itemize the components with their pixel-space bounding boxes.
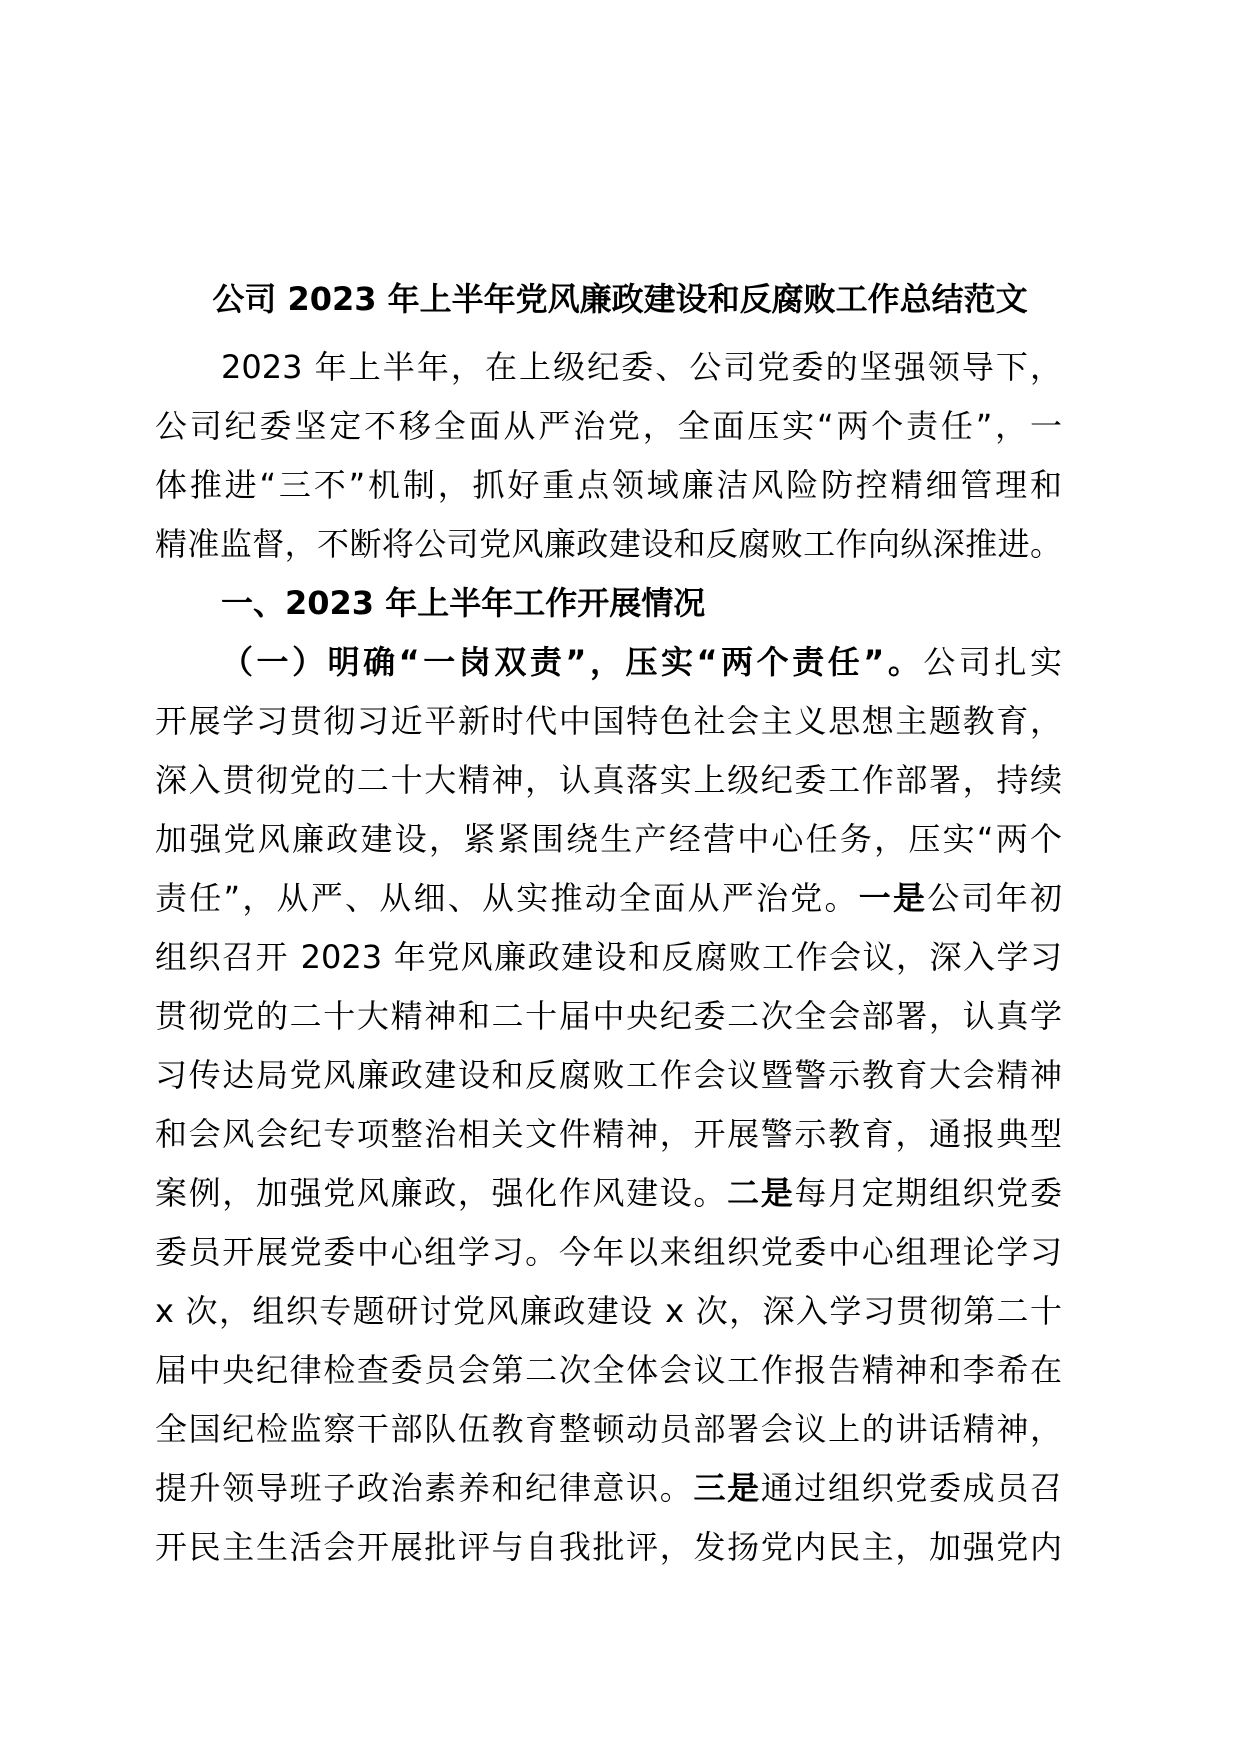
- text-segment: 贯彻党的二十大精神和二十届中央纪委二次全会部署，认真学: [155, 997, 1062, 1035]
- text-segment: 每月定期组织党委: [794, 1174, 1062, 1212]
- text-segment: 全国纪检监察干部队伍教育整顿动员部署会议上的讲话精神，: [155, 1410, 1062, 1448]
- text-line: [155, 1164, 1062, 1223]
- document-body: [155, 338, 1062, 1577]
- text-segment: 开展学习贯彻习近平新时代中国特色社会主义思想主题教育，: [155, 702, 1062, 740]
- text-segment: x 次，组织专题研讨党风廉政建设 x 次，深入学习贯彻第二十: [155, 1292, 1062, 1330]
- text-segment: 组织召开 2023 年党风廉政建设和反腐败工作会议，深入学习: [155, 938, 1062, 976]
- text-line: [155, 1341, 1062, 1400]
- text-segment: 委员开展党委中心组学习。今年以来组织党委中心组理论学习: [155, 1233, 1062, 1271]
- text-line: [155, 692, 1062, 751]
- text-line: [155, 751, 1062, 810]
- bold-text: （一）明确“一岗双责”，压实“两个责任”。: [221, 643, 924, 681]
- bold-text: 二是: [727, 1174, 795, 1212]
- text-line: [155, 456, 1062, 515]
- text-line: [155, 1518, 1062, 1577]
- text-line: [155, 1459, 1062, 1518]
- text-segment: 公司扎实: [923, 643, 1062, 681]
- bold-text: 一、2023 年上半年工作开展情况: [221, 584, 706, 622]
- text-line: [155, 810, 1062, 869]
- bold-text: 一是: [858, 879, 928, 917]
- text-segment: 案例，加强党风廉政，强化作风建设。: [155, 1174, 728, 1212]
- text-segment: 届中央纪律检查委员会第二次全体会议工作报告精神和李希在: [155, 1351, 1062, 1389]
- text-line: [155, 869, 1062, 928]
- text-segment: 精准监督，不断将公司党风廉政建设和反腐败工作向纵深推进。: [155, 525, 1062, 563]
- text-line: [155, 1046, 1062, 1105]
- text-line: [155, 987, 1062, 1046]
- text-segment: 开民主生活会开展批评与自我批评，发扬党内民主，加强党内: [155, 1528, 1062, 1566]
- text-segment: 加强党风廉政建设，紧紧围绕生产经营中心任务，压实“两个: [155, 820, 1062, 858]
- text-segment: 和会风会纪专项整治相关文件精神，开展警示教育，通报典型: [155, 1115, 1062, 1153]
- text-segment: 体推进“三不”机制，抓好重点领域廉洁风险防控精细管理和: [155, 466, 1062, 504]
- text-line: [155, 397, 1062, 456]
- bold-text: 三是: [693, 1469, 761, 1507]
- text-segment: 提升领导班子政治素养和纪律意识。: [155, 1469, 694, 1507]
- section-heading: [155, 574, 1062, 633]
- text-line: [155, 1105, 1062, 1164]
- text-line: [155, 1223, 1062, 1282]
- text-line: [155, 338, 1062, 397]
- text-segment: 2023 年上半年，在上级纪委、公司党委的坚强领导下，: [221, 348, 1062, 386]
- text-segment: 责任”，从严、从细、从实推动全面从严治党。: [155, 879, 859, 917]
- text-segment: 公司纪委坚定不移全面从严治党，全面压实“两个责任”，一: [155, 407, 1062, 445]
- text-segment: 公司年初: [927, 879, 1062, 917]
- document-title: 公司 2023 年上半年党风廉政建设和反腐败工作总结范文: [212, 280, 1028, 318]
- text-segment: 通过组织党委成员召: [760, 1469, 1062, 1507]
- text-line: [155, 633, 1062, 692]
- text-segment: 深入贯彻党的二十大精神，认真落实上级纪委工作部署，持续: [155, 761, 1062, 799]
- text-line: [155, 1282, 1062, 1341]
- text-segment: 习传达局党风廉政建设和反腐败工作会议暨警示教育大会精神: [155, 1056, 1062, 1094]
- text-line: [155, 928, 1062, 987]
- text-line: [155, 515, 1062, 574]
- text-line: [155, 1400, 1062, 1459]
